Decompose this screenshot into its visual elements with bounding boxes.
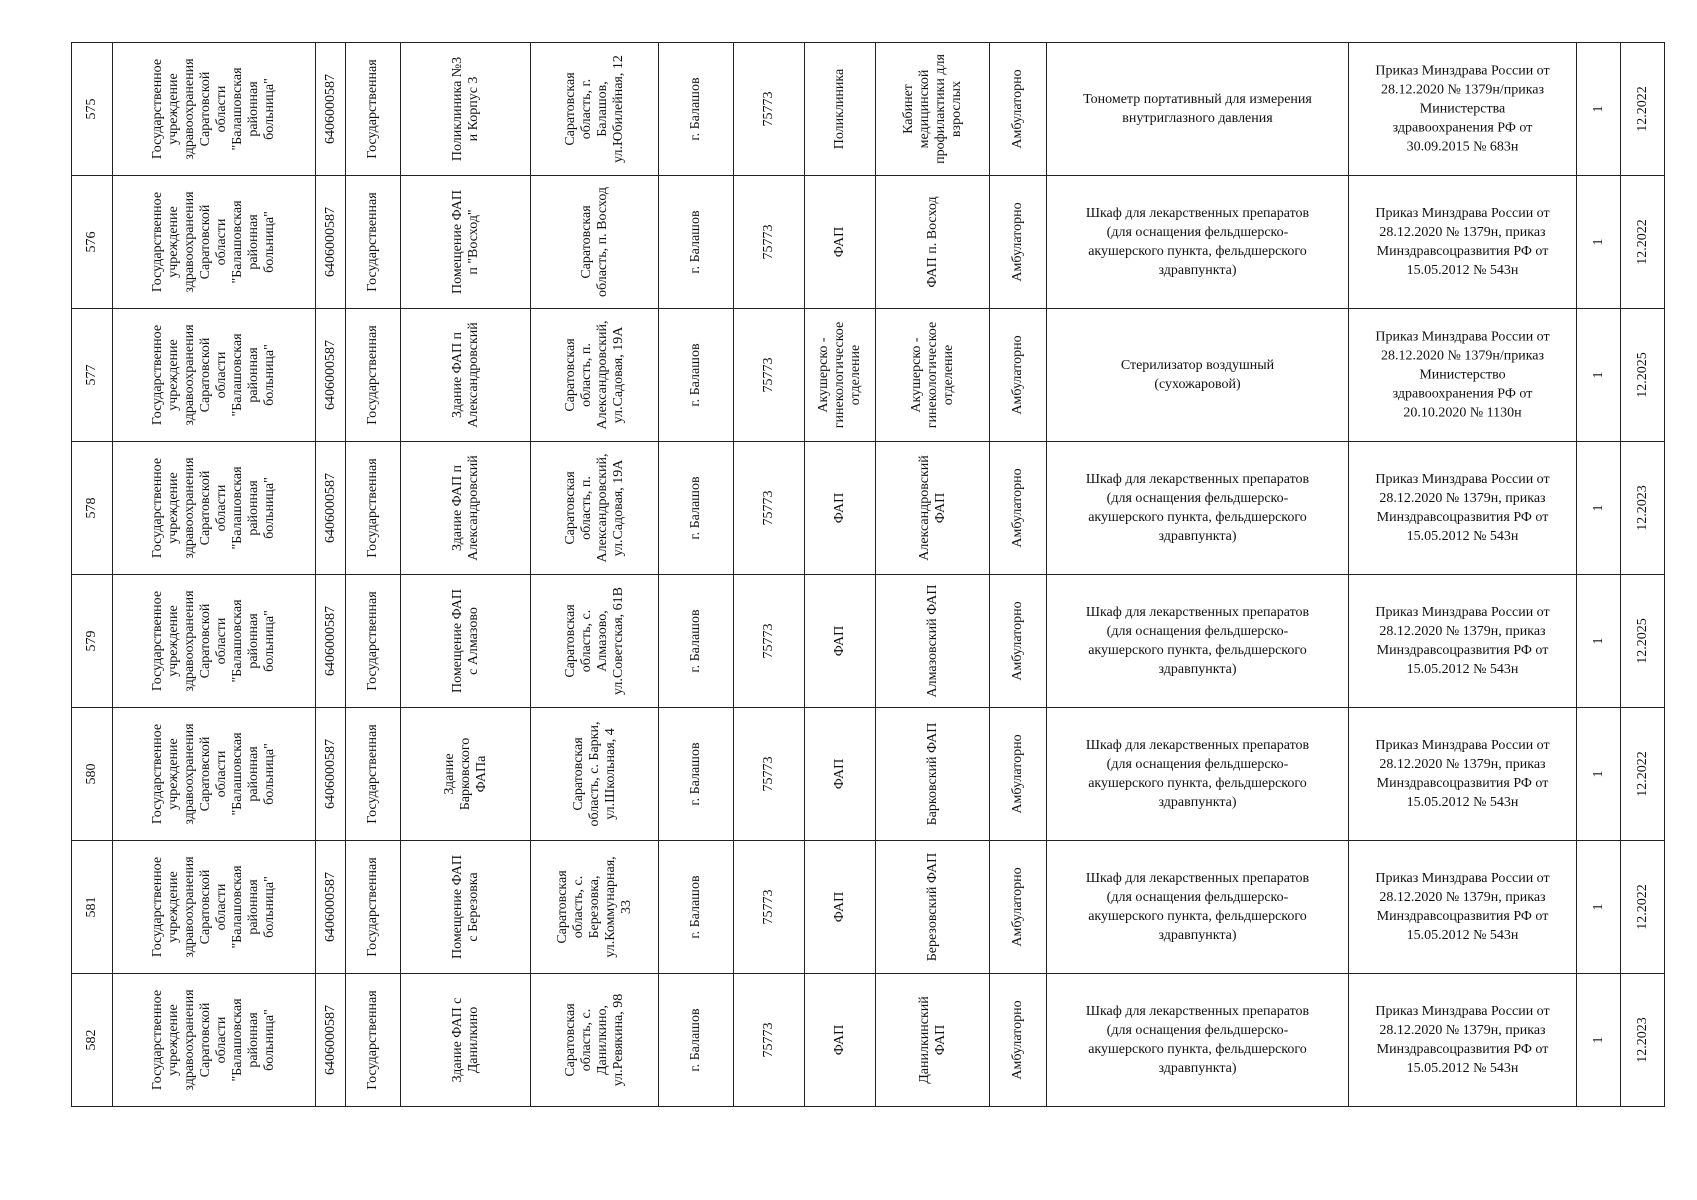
equipment-table	[71, 42, 1665, 1107]
cell-care	[990, 575, 1047, 708]
cell-inn	[316, 309, 346, 442]
cell-num	[72, 176, 113, 309]
cell-inn	[316, 575, 346, 708]
cell-unit	[805, 43, 876, 176]
inn-text: 6406000587	[322, 74, 338, 144]
org-text: Государственное учреждение здравоохранения Саратовской области "Балашовская районная больница"	[150, 989, 277, 1091]
city-text: г. Балашов	[688, 210, 703, 274]
cell-order	[1349, 575, 1577, 708]
cell-org	[113, 974, 316, 1107]
table-row	[72, 176, 1665, 309]
building-text: Здание ФАП п Александровский	[449, 322, 481, 428]
cell-date	[1621, 176, 1665, 309]
cell-code	[734, 309, 805, 442]
room-text: Александровский ФАП	[916, 455, 948, 561]
ownership-text: Государственная	[365, 192, 380, 292]
cell-address	[531, 974, 659, 1107]
cell-address	[531, 841, 659, 974]
city-text: г. Балашов	[688, 77, 703, 141]
cell-qty	[1577, 309, 1621, 442]
cell-org	[113, 841, 316, 974]
cell-equipment	[1047, 309, 1349, 442]
inn-text: 6406000587	[322, 473, 338, 543]
cell-room	[876, 309, 990, 442]
unit-text: ФАП	[832, 492, 847, 524]
cell-inn	[316, 43, 346, 176]
cell-ownership	[346, 575, 401, 708]
cell-inn	[316, 708, 346, 841]
table-row	[72, 43, 1665, 176]
cell-unit	[805, 974, 876, 1107]
cell-order	[1349, 176, 1577, 309]
cell-building	[401, 708, 531, 841]
cell-num	[72, 974, 113, 1107]
cell-order	[1349, 309, 1577, 442]
cell-ownership	[346, 43, 401, 176]
cell-city	[659, 974, 734, 1107]
qty-text: 1	[1590, 238, 1606, 246]
org-text: Государственное учреждение здравоохранения Саратовской области "Балашовская районная больница"	[150, 457, 277, 559]
care-text: Амбулаторно	[1010, 867, 1025, 947]
cell-building	[401, 841, 531, 974]
equipment-text: Шкаф для лекарственных препаратов (для оснащения фельдшерско- акушерского пункта, фельдшерского здравпункта)	[1085, 472, 1310, 544]
cell-date	[1621, 442, 1665, 575]
cell-address	[531, 309, 659, 442]
cell-address	[531, 176, 659, 309]
equipment-text: Шкаф для лекарственных препаратов (для оснащения фельдшерско- акушерского пункта, фельдшерского здравпункта)	[1085, 206, 1310, 278]
cell-unit	[805, 575, 876, 708]
cell-ownership	[346, 841, 401, 974]
cell-unit	[805, 841, 876, 974]
cell-inn	[316, 841, 346, 974]
inn-text: 6406000587	[322, 739, 338, 809]
cell-unit	[805, 309, 876, 442]
order-text: Приказ Минздрава России от 28.12.2020 № 1379н, приказ Минздравсоцразвития РФ от 15.05.2012 № 543н	[1375, 206, 1550, 278]
order-text: Приказ Минздрава России от 28.12.2020 № 1379н, приказ Минздравсоцразвития РФ от 15.05.2012 № 543н	[1375, 472, 1550, 544]
num-text: 581	[84, 896, 99, 918]
code-text: 75773	[761, 91, 776, 127]
ownership-text: Государственная	[365, 591, 380, 691]
cell-date	[1621, 575, 1665, 708]
unit-text: ФАП	[832, 226, 847, 258]
cell-order	[1349, 974, 1577, 1107]
cell-city	[659, 708, 734, 841]
unit-text: ФАП	[832, 758, 847, 790]
address-text: Саратовская область, п. Александровский, ул.Садовая, 19А	[562, 320, 626, 430]
cell-care	[990, 176, 1047, 309]
cell-inn	[316, 974, 346, 1107]
qty-text: 1	[1590, 770, 1606, 778]
care-text: Амбулаторно	[1010, 734, 1025, 814]
order-text: Приказ Минздрава России от 28.12.2020 № 1379н, приказ Минздравсоцразвития РФ от 15.05.2012 № 543н	[1375, 871, 1550, 943]
cell-code	[734, 176, 805, 309]
num-text: 580	[84, 763, 99, 785]
city-text: г. Балашов	[688, 875, 703, 939]
ownership-text: Государственная	[365, 857, 380, 957]
address-text: Саратовская область, п. Александровский, ул.Садовая, 19А	[562, 453, 626, 563]
ownership-text: Государственная	[365, 990, 380, 1090]
equipment-text: Шкаф для лекарственных препаратов (для оснащения фельдшерско- акушерского пункта, фельдшерского здравпункта)	[1085, 871, 1310, 943]
cell-ownership	[346, 309, 401, 442]
cell-building	[401, 176, 531, 309]
cell-city	[659, 442, 734, 575]
cell-org	[113, 708, 316, 841]
cell-care	[990, 841, 1047, 974]
cell-code	[734, 43, 805, 176]
order-text: Приказ Минздрава России от 28.12.2020 № 1379н, приказ Минздравсоцразвития РФ от 15.05.2012 № 543н	[1375, 605, 1550, 677]
cell-equipment	[1047, 974, 1349, 1107]
qty-text: 1	[1590, 504, 1606, 512]
city-text: г. Балашов	[688, 343, 703, 407]
city-text: г. Балашов	[688, 476, 703, 540]
cell-org	[113, 442, 316, 575]
inn-text: 6406000587	[322, 340, 338, 410]
address-text: Саратовская область, п. Восход	[578, 186, 610, 298]
table-row	[72, 575, 1665, 708]
care-text: Амбулаторно	[1010, 468, 1025, 548]
inn-text: 6406000587	[322, 207, 338, 277]
code-text: 75773	[761, 889, 776, 925]
address-text: Саратовская область, г. Балашов, ул.Юбилейная, 12	[562, 55, 626, 163]
cell-org	[113, 176, 316, 309]
cell-num	[72, 575, 113, 708]
unit-text: ФАП	[832, 625, 847, 657]
cell-building	[401, 575, 531, 708]
num-text: 576	[84, 231, 99, 253]
cell-equipment	[1047, 575, 1349, 708]
qty-text: 1	[1590, 371, 1606, 379]
cell-qty	[1577, 841, 1621, 974]
date-text: 12.2023	[1634, 485, 1650, 531]
cell-room	[876, 974, 990, 1107]
table-row	[72, 442, 1665, 575]
code-text: 75773	[761, 756, 776, 792]
cell-city	[659, 575, 734, 708]
date-text: 12.2022	[1634, 751, 1650, 797]
org-text: Государственное учреждение здравоохранения Саратовской области "Балашовская районная больница"	[150, 191, 277, 293]
cell-order	[1349, 43, 1577, 176]
cell-room	[876, 43, 990, 176]
ownership-text: Государственная	[365, 59, 380, 159]
qty-text: 1	[1590, 105, 1606, 113]
ownership-text: Государственная	[365, 724, 380, 824]
cell-org	[113, 309, 316, 442]
address-text: Саратовская область, с. Алмазово, ул.Советская, 61В	[562, 586, 626, 696]
cell-code	[734, 442, 805, 575]
date-text: 12.2022	[1634, 86, 1650, 132]
cell-qty	[1577, 575, 1621, 708]
cell-date	[1621, 974, 1665, 1107]
cell-date	[1621, 841, 1665, 974]
equipment-text: Стерилизатор воздушный (сухожаровой)	[1120, 358, 1275, 392]
cell-building	[401, 43, 531, 176]
equipment-text: Шкаф для лекарственных препаратов (для оснащения фельдшерско- акушерского пункта, фельдшерского здравпункта)	[1085, 605, 1310, 677]
cell-order	[1349, 841, 1577, 974]
city-text: г. Балашов	[688, 609, 703, 673]
unit-text: ФАП	[832, 891, 847, 923]
care-text: Амбулаторно	[1010, 335, 1025, 415]
care-text: Амбулаторно	[1010, 69, 1025, 149]
cell-qty	[1577, 176, 1621, 309]
table-row	[72, 841, 1665, 974]
inn-text: 6406000587	[322, 1005, 338, 1075]
building-text: Помещение ФАП п "Восход"	[449, 190, 481, 295]
ownership-text: Государственная	[365, 458, 380, 558]
building-text: Помещение ФАП с Березовка	[449, 855, 481, 960]
cell-qty	[1577, 974, 1621, 1107]
room-text: Акушерско - гинекологическое отделение	[908, 321, 956, 429]
cell-unit	[805, 176, 876, 309]
cell-num	[72, 43, 113, 176]
org-text: Государственное учреждение здравоохранения Саратовской области "Балашовская районная больница"	[150, 723, 277, 825]
order-text: Приказ Минздрава России от 28.12.2020 № 1379н, приказ Минздравсоцразвития РФ от 15.05.2012 № 543н	[1375, 738, 1550, 810]
care-text: Амбулаторно	[1010, 601, 1025, 681]
code-text: 75773	[761, 357, 776, 393]
cell-inn	[316, 176, 346, 309]
cell-num	[72, 841, 113, 974]
cell-ownership	[346, 176, 401, 309]
num-text: 577	[84, 364, 99, 386]
city-text: г. Балашов	[688, 1008, 703, 1072]
date-text: 12.2022	[1634, 219, 1650, 265]
city-text: г. Балашов	[688, 742, 703, 806]
cell-city	[659, 176, 734, 309]
date-text: 12.2025	[1634, 618, 1650, 664]
cell-address	[531, 575, 659, 708]
building-text: Здание Барковского ФАПа	[441, 737, 489, 811]
cell-equipment	[1047, 43, 1349, 176]
building-text: Здание ФАП с Данилкино	[449, 997, 481, 1083]
building-text: Помещение ФАП с Алмазово	[449, 589, 481, 694]
num-text: 582	[84, 1029, 99, 1051]
cell-care	[990, 309, 1047, 442]
cell-num	[72, 309, 113, 442]
building-text: Поликлиника №3 и Корпус 3	[449, 56, 481, 162]
cell-org	[113, 575, 316, 708]
cell-code	[734, 708, 805, 841]
ownership-text: Государственная	[365, 325, 380, 425]
cell-address	[531, 708, 659, 841]
org-text: Государственное учреждение здравоохранения Саратовской области "Балашовская районная больница"	[150, 590, 277, 692]
num-text: 575	[84, 98, 99, 120]
cell-ownership	[346, 442, 401, 575]
cell-city	[659, 841, 734, 974]
date-text: 12.2022	[1634, 884, 1650, 930]
cell-unit	[805, 708, 876, 841]
room-text: Кабинет медицинской профилактики для взрослых	[900, 54, 964, 164]
num-text: 578	[84, 497, 99, 519]
cell-room	[876, 708, 990, 841]
cell-address	[531, 43, 659, 176]
cell-building	[401, 442, 531, 575]
cell-equipment	[1047, 708, 1349, 841]
cell-code	[734, 575, 805, 708]
cell-equipment	[1047, 442, 1349, 575]
cell-num	[72, 708, 113, 841]
room-text: Березовский ФАП	[924, 852, 940, 962]
cell-room	[876, 442, 990, 575]
code-text: 75773	[761, 623, 776, 659]
qty-text: 1	[1590, 1036, 1606, 1044]
room-text: Алмазовский ФАП	[924, 584, 940, 698]
unit-text: Поликлиника	[832, 68, 847, 150]
room-text: Данилкинский ФАП	[916, 996, 948, 1084]
cell-care	[990, 43, 1047, 176]
cell-equipment	[1047, 841, 1349, 974]
address-text: Саратовская область, с. Березовка, ул.Коммунарная, 33	[554, 856, 634, 958]
cell-address	[531, 442, 659, 575]
num-text: 579	[84, 630, 99, 652]
cell-building	[401, 974, 531, 1107]
org-text: Государственное учреждение здравоохранения Саратовской области "Балашовская районная больница"	[150, 58, 277, 160]
cell-ownership	[346, 708, 401, 841]
code-text: 75773	[761, 490, 776, 526]
inn-text: 6406000587	[322, 872, 338, 942]
unit-text: Акушерско - гинекологическое отделение	[816, 321, 863, 429]
order-text: Приказ Минздрава России от 28.12.2020 № 1379н, приказ Минздравсоцразвития РФ от 15.05.2012 № 543н	[1375, 1004, 1550, 1076]
cell-city	[659, 43, 734, 176]
equipment-text: Шкаф для лекарственных препаратов (для оснащения фельдшерско- акушерского пункта, фельдшерского здравпункта)	[1085, 1004, 1310, 1076]
cell-inn	[316, 442, 346, 575]
inn-text: 6406000587	[322, 606, 338, 676]
cell-order	[1349, 442, 1577, 575]
cell-care	[990, 974, 1047, 1107]
address-text: Саратовская область, с. Барки, ул.Школьная, 4	[570, 721, 618, 827]
date-text: 12.2025	[1634, 352, 1650, 398]
cell-date	[1621, 309, 1665, 442]
cell-ownership	[346, 974, 401, 1107]
cell-room	[876, 176, 990, 309]
equipment-text: Шкаф для лекарственных препаратов (для оснащения фельдшерско- акушерского пункта, фельдшерского здравпункта)	[1085, 738, 1310, 810]
cell-care	[990, 708, 1047, 841]
cell-unit	[805, 442, 876, 575]
code-text: 75773	[761, 224, 776, 260]
address-text: Саратовская область, с. Данилкино, ул.Ревякина, 98	[562, 993, 626, 1087]
cell-room	[876, 575, 990, 708]
table-body	[72, 43, 1665, 1107]
qty-text: 1	[1590, 903, 1606, 911]
cell-date	[1621, 43, 1665, 176]
building-text: Здание ФАП п Александровский	[449, 455, 481, 561]
org-text: Государственное учреждение здравоохранения Саратовской области "Балашовская районная больница"	[150, 856, 277, 958]
order-text: Приказ Минздрава России от 28.12.2020 № 1379н/приказ Министерство здравоохранения РФ от 20.10.2020 № 1130н	[1375, 329, 1550, 421]
cell-equipment	[1047, 176, 1349, 309]
cell-org	[113, 43, 316, 176]
cell-care	[990, 442, 1047, 575]
code-text: 75773	[761, 1022, 776, 1058]
org-text: Государственное учреждение здравоохранения Саратовской области "Балашовская районная больница"	[150, 324, 277, 426]
cell-city	[659, 309, 734, 442]
cell-room	[876, 841, 990, 974]
order-text: Приказ Минздрава России от 28.12.2020 № 1379н/приказ Министерства здравоохранения РФ от 30.09.2015 № 683н	[1375, 63, 1550, 155]
cell-qty	[1577, 43, 1621, 176]
care-text: Амбулаторно	[1010, 202, 1025, 282]
cell-order	[1349, 708, 1577, 841]
cell-code	[734, 841, 805, 974]
date-text: 12.2023	[1634, 1017, 1650, 1063]
unit-text: ФАП	[832, 1024, 847, 1056]
care-text: Амбулаторно	[1010, 1000, 1025, 1080]
table-row	[72, 974, 1665, 1107]
room-text: ФАП п. Восход	[924, 196, 940, 288]
qty-text: 1	[1590, 637, 1606, 645]
cell-num	[72, 442, 113, 575]
table-row	[72, 708, 1665, 841]
room-text: Барковский ФАП	[924, 722, 940, 826]
equipment-text: Тонометр портативный для измерения внутриглазного давления	[1083, 92, 1312, 126]
cell-code	[734, 974, 805, 1107]
cell-building	[401, 309, 531, 442]
cell-qty	[1577, 708, 1621, 841]
cell-date	[1621, 708, 1665, 841]
table-row	[72, 309, 1665, 442]
cell-qty	[1577, 442, 1621, 575]
